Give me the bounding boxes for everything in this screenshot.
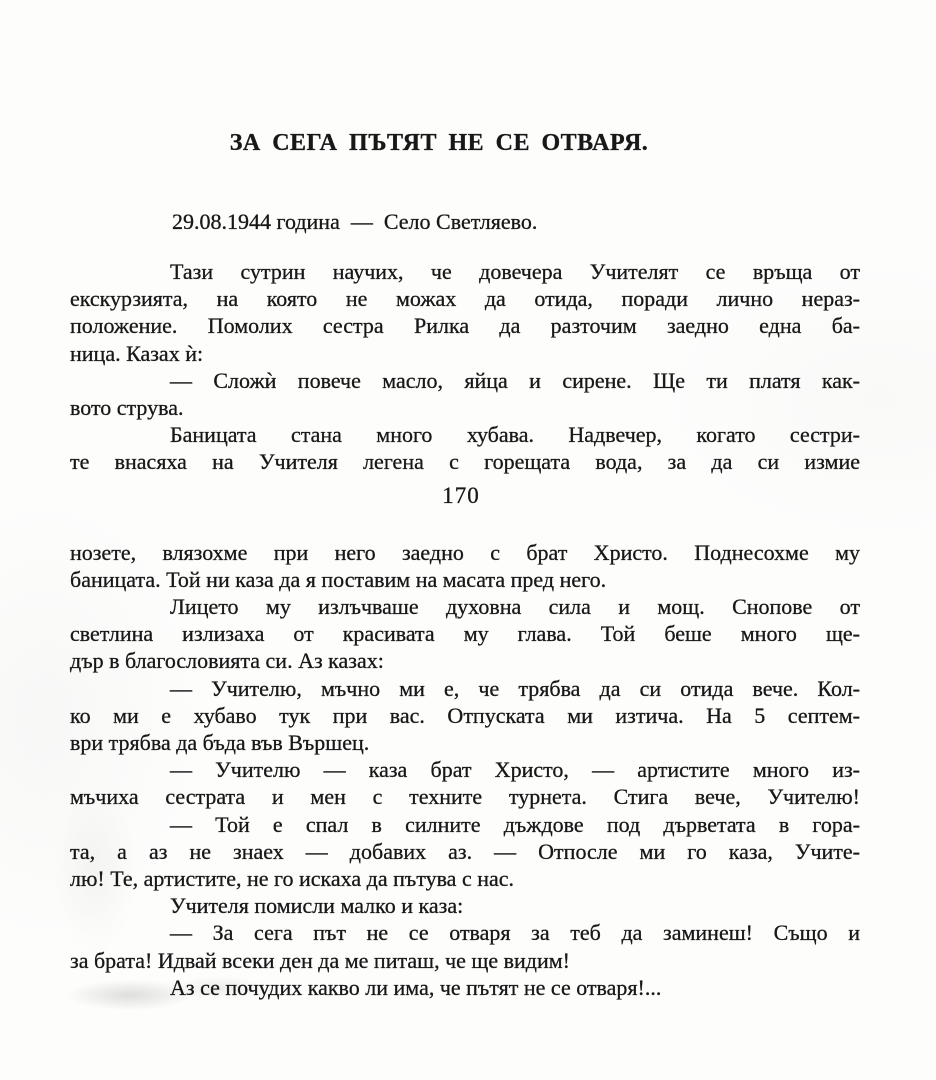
text-line: екскурзията, на която не можах да отида, поради лично нераз-	[70, 286, 860, 312]
text-line: мъчиха сестрата и мен с техните турнета. Стига вече, Учителю!	[70, 784, 860, 810]
text-line: ко ми е хубаво тук при вас. Отпуската ми изтича. На 5 септем-	[70, 702, 860, 728]
text-line: за брата! Идвай всеки ден да ме питаш, че ще видим!	[70, 947, 570, 973]
body-text-bottom	[70, 539, 860, 1001]
text-line: те внасяха на Учителя легена с горещата вода, за да си измие	[70, 449, 860, 475]
text-line: нозете, влязохме при него заедно с брат Христо. Поднесохме му	[70, 539, 860, 565]
text-line: вото струва.	[70, 395, 184, 421]
text-line: Аз се почудих какво ли има, че пътят не се отваря!...	[170, 974, 662, 1000]
text-line: Лицето му излъчваше духовна сила и мощ. Снопове от	[170, 594, 860, 620]
text-line: — Сложѝ повече масло, яйца и сирене. Ще ти платя как-	[170, 367, 860, 393]
text-line: баницата. Той ни каза да я поставим на масата пред него.	[70, 566, 607, 592]
text-line: положение. Помолих сестра Рилка да разточим заедно една ба-	[70, 313, 860, 339]
text-line: ница. Казах ѝ:	[70, 340, 204, 366]
text-line: лю! Те, артистите, не го искаха да пътува с нас.	[70, 866, 515, 892]
text-line: — За сега път не се отваря за теб да заминеш! Също и	[170, 920, 860, 946]
text-block	[70, 0, 860, 1001]
text-line: Тази сутрин научих, че довечера Учителят се връща от	[170, 259, 860, 284]
text-line: дър в благословията си. Аз казах:	[70, 648, 384, 674]
text-line: та, а аз не знаех — добавих аз. — Отпосле ми го каза, Учите-	[70, 838, 860, 864]
text-line: Учителя помисли малко и каза:	[170, 893, 464, 919]
text-line: Баницата стана много хубава. Надвечер, когато сестри-	[170, 422, 860, 448]
body-text-top	[70, 258, 860, 476]
dateline: 29.08.1944 година — Село Светляево.	[172, 209, 538, 234]
text-line: — Той е спал в силните дъждове под дърветата в гора-	[170, 811, 860, 837]
text-line: — Учителю — каза брат Христо, — артистите много из-	[170, 757, 860, 783]
page-number: 170	[442, 482, 480, 508]
text-line: — Учителю, мъчно ми е, че трябва да си отида вече. Кол-	[170, 675, 860, 701]
chapter-title: ЗА СЕГА ПЪТЯТ НЕ СЕ ОТВАРЯ.	[229, 130, 649, 156]
text-line: светлина излизаха от красивата му глава. Той беше много ще-	[70, 621, 860, 647]
text-line: ври трябва да бъда във Вършец.	[70, 730, 370, 756]
